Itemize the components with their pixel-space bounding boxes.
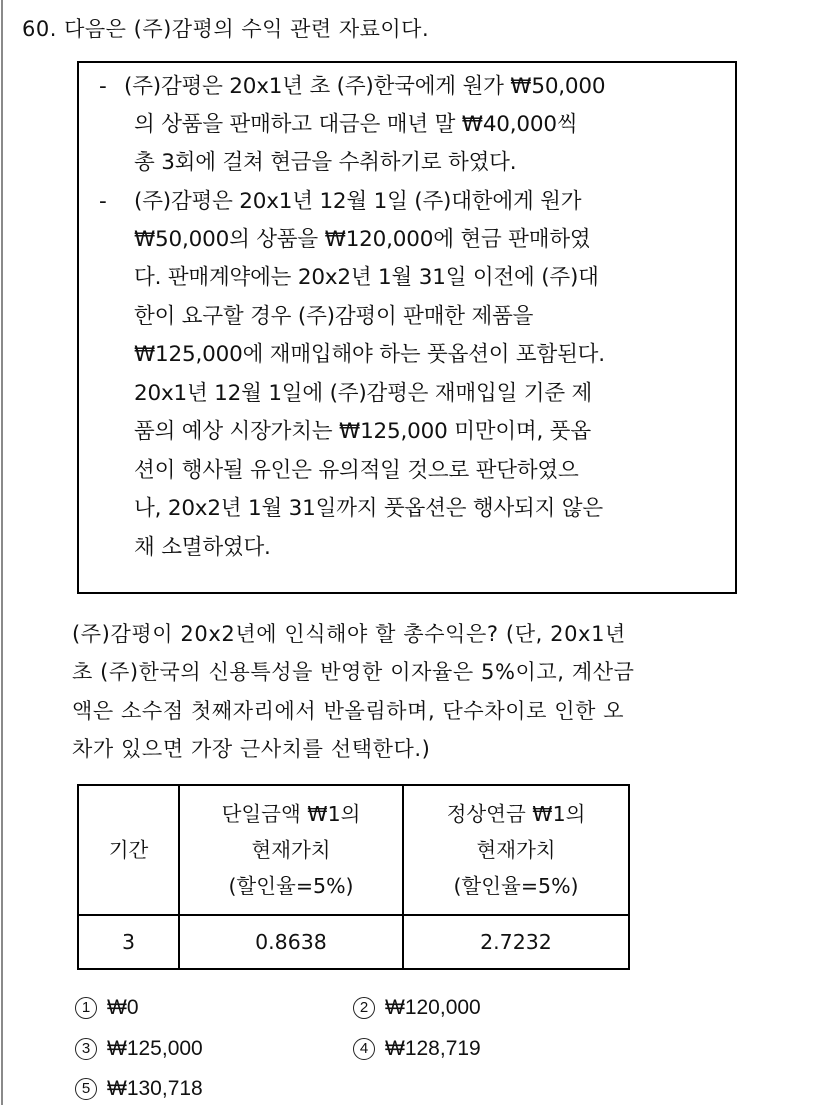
choice-label: ₩125,000 (107, 1037, 203, 1060)
circled-number-icon: 2 (353, 997, 375, 1019)
choice-label: ₩120,000 (385, 996, 481, 1019)
info-line: 한이 요구할 경우 (주)감평이 판매한 제품을 (134, 304, 534, 329)
header-annuity-pv: 정상연금 ₩1의 현재가치 (할인율=5%) (403, 785, 629, 915)
choice-1[interactable] (75, 993, 139, 1023)
table-row (78, 915, 629, 969)
choice-2[interactable] (353, 993, 481, 1023)
conditions-line: 차가 있으면 가장 근사치를 선택한다.) (72, 737, 431, 761)
cell-single-amount-pv: 0.8638 (179, 915, 403, 969)
info-line: 의 상품을 판매하고 대금은 매년 말 ₩40,000씩 (134, 112, 578, 137)
question-title: 다음은 (주)감평의 수익 관련 자료이다. (64, 17, 430, 41)
info-line: (주)감평은 20x1년 초 (주)한국에게 원가 ₩50,000 (124, 74, 606, 99)
info-line: 채 소멸하였다. (134, 535, 271, 560)
info-line: ₩50,000의 상품을 ₩120,000에 현금 판매하였 (134, 227, 591, 252)
info-line: 총 3회에 걸쳐 현금을 수취하기로 하였다. (134, 150, 517, 175)
choice-label: ₩128,719 (385, 1037, 481, 1060)
info-line: (주)감평은 20x1년 12월 1일 (주)대한에게 원가 (134, 189, 582, 214)
circled-number-icon: 5 (75, 1078, 97, 1100)
choice-4[interactable] (353, 1034, 481, 1064)
info-line: ₩125,000에 재매입해야 하는 풋옵션이 포함된다. (134, 342, 605, 367)
info-line: 나, 20x2년 1월 31일까지 풋옵션은 행사되지 않은 (134, 496, 603, 521)
circled-number-icon: 3 (75, 1038, 97, 1060)
header-single-amount-pv: 단일금액 ₩1의 현재가치 (할인율=5%) (179, 785, 403, 915)
question-number: 60. (22, 17, 57, 41)
page-left-border (1, 0, 3, 1105)
choice-3[interactable] (75, 1034, 203, 1064)
cell-period: 3 (78, 915, 179, 969)
question-heading (22, 14, 429, 44)
conditions-line: (주)감평이 20x2년에 인식해야 할 총수익은? (단, 20x1년 (72, 622, 626, 646)
bullet-dash: - (99, 189, 107, 214)
choice-label: ₩130,718 (107, 1077, 203, 1100)
bullet-dash: - (99, 74, 107, 99)
choice-5[interactable] (75, 1074, 203, 1104)
circled-number-icon: 4 (353, 1038, 375, 1060)
conditions-line: 초 (주)한국의 신용특성을 반영한 이자율은 5%이고, 계산금 (72, 660, 635, 684)
present-value-table (77, 784, 630, 970)
choice-label: ₩0 (107, 996, 139, 1019)
info-line: 다. 판매계약에는 20x2년 1월 31일 이전에 (주)대 (134, 265, 599, 290)
cell-annuity-pv: 2.7232 (403, 915, 629, 969)
table-header-row (78, 785, 629, 915)
conditions-line: 액은 소수점 첫째자리에서 반올림하며, 단수차이로 인한 오 (72, 699, 625, 723)
circled-number-icon: 1 (75, 997, 97, 1019)
info-line: 20x1년 12월 1일에 (주)감평은 재매입일 기준 제 (134, 381, 593, 406)
header-period: 기간 (78, 785, 179, 915)
info-box (77, 61, 737, 594)
info-line: 품의 예상 시장가치는 ₩125,000 미만이며, 풋옵 (134, 419, 591, 444)
info-line: 션이 행사될 유인은 유의적일 것으로 판단하였으 (134, 458, 579, 483)
